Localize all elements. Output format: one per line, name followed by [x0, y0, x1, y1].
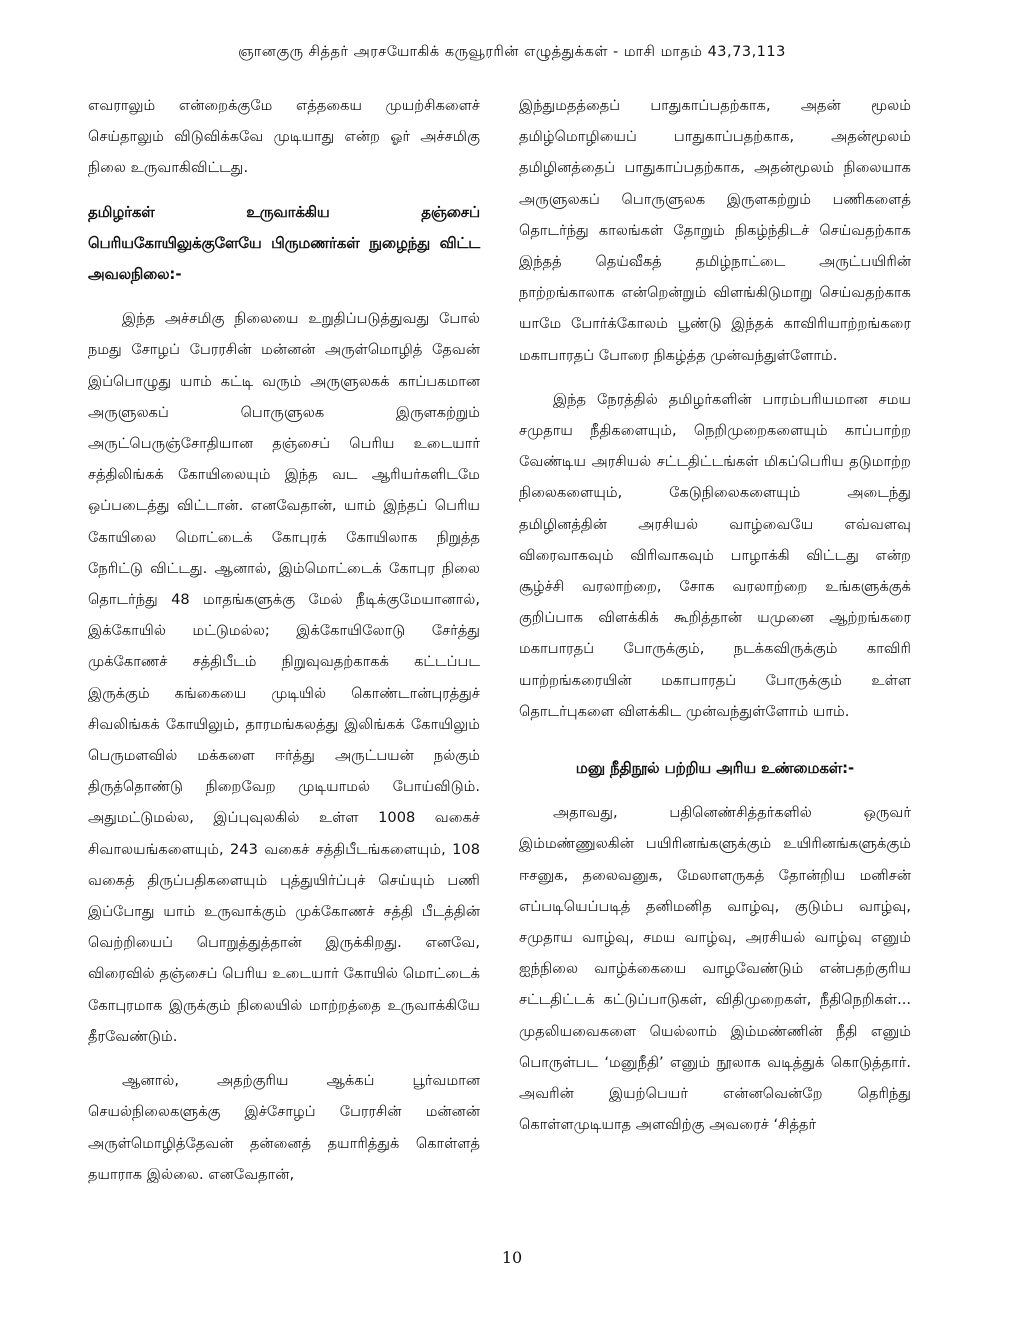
left-paragraph-1: இந்த அச்சமிகு நிலையை உறுதிப்படுத்துவது போல் நமது சோழப் பேரரசின் மன்னன் அருள்மொழித் தேவன் இப்பொழுது யாம் கட்டி வரும் அருளுலகக் காப்பகமான அருளுலகப் பொருளுலக இருளகற்றும் அருட்பெருஞ்சோதியான தஞ்சைப் பெரிய உடையார் சத்திலிங்கக் கோயிலையும் இந்த வட ஆரியர்களிடமே ஒப்படைத்து விட்டான். எனவேதான், யாம் இந்தப் பெரிய கோயிலை மொட்டைக் கோபுரக் கோயிலாக நிறுத்த நேரிட்டு விட்டது. ஆனால், இம்மொட்டைக் கோபுர நிலை தொடர்ந்து 48 மாதங்களுக்கு மேல் நீடிக்குமேயானால், இக்கோயில் மட்டுமல்ல; இக்கோயிலோடு சேர்த்து முக்கோணச் சத்திபீடம் நிறுவுவதற்காகக் கட்டப்பட இருக்கும் கங்கையை முடியில் கொண்டான்புரத்துச் சிவலிங்கக் கோயிலும், தாரமங்கலத்து இலிங்கக் கோயிலும் பெருமளவில் மக்களை ஈர்த்து அருட்பயன் நல்கும் திருத்தொண்டு நிறைவேற முடியாமல் போய்விடும். அதுமட்டுமல்ல, இப்புவுலகில் உள்ள 1008 வகைச் சிவாலயங்களையும், 243 வகைச் சத்திபீடங்களையும், 108 வகைத் திருப்பதிகளையும் புத்துயிர்ப்புச் செய்யும் பணி இப்போது யாம் உருவாக்கும் முக்கோணச் சத்தி பீடத்தின் வெற்றியைப் பொறுத்துத்தான் இருக்கிறது. எனவே, விரைவில் தஞ்சைப் பெரிய உடையார் கோயில் மொட்டைக் கோபுரமாக இருக்கும் நிலையில் மாற்றத்தை உருவாக்கியே தீரவேண்டும். [88, 310, 480, 1045]
running-header [0, 44, 1024, 62]
right-paragraph-2: அதாவது, பதினெண்சித்தர்களில் ஒருவர் இம்மண்ணுலகின் பயிரினங்களுக்கும் உயிரினங்களுக்கும் ஈசனுக, தலைவனுக, மேலாளருகத் தோன்றிய மனிசன் எப்படியெப்படித் தனிமனித வாழ்வு, குடும்ப வாழ்வு, சமுதாய வாழ்வு, சமய வாழ்வு, அரசியல் வாழ்வு எனும் ஐந்நிலை வாழ்க்கையை வாழவேண்டும் என்பதற்குரிய சட்டதிட்டக் கட்டுப்பாடுகள், விதிமுறைகள், நீதிநெறிகள்... முதலியவைகளை யெல்லாம் இம்மண்ணின் நீதி எனும் பொருள்பட ‘மனுநீதி’ எனும் நூலாக வடித்துக் கொடுத்தார். அவரின் இயற்பெயர் என்னவென்றே தெரிந்து கொள்ளமுடியாத அளவிற்கு அவரைச் ‘சித்தர் [519, 804, 911, 1134]
right-column [519, 90, 911, 1154]
left-paragraph-2: ஆனால், அதற்குரிய ஆக்கப் பூர்வமான செயல்நிலைகளுக்கு இச்சோழப் பேரரசின் மன்னன் அருள்மொழித்தேவன் தன்னைத் தயாரித்துக் கொள்ளத் தயாராக இல்லை. எனவேதான், [88, 1072, 480, 1183]
running-title: ஞானகுரு சித்தர் அரசயோகிக் கருவூரரின் எழுத்துக்கள் - மாசி மாதம் 43,73,113 [238, 44, 786, 60]
left-paragraph-0: எவராலும் என்றைக்குமே எத்தகைய முயற்சிகளைச் செய்தாலும் விடுவிக்கவே முடியாது என்ற ஓர் அச்சமிகு நிலை உருவாகிவிட்டது. [88, 97, 480, 177]
left-column [88, 90, 480, 1203]
right-paragraph-1: இந்த நேரத்தில் தமிழர்களின் பாரம்பரியமான சமய சமுதாய நீதிகளையும், நெறிமுறைகளையும் காப்பாற்ற வேண்டிய அரசியல் சட்டதிட்டங்கள் மிகப்பெரிய தடுமாற்ற நிலைகளையும், கேடுநிலைகளையும் அடைந்து தமிழினத்தின் அரசியல் வாழ்வையே எவ்வளவு விரைவாகவும் விரிவாகவும் பாழாக்கி விட்டது என்ற சூழ்ச்சி வரலாற்றை, சோக வரலாற்றை உங்களுக்குக் குறிப்பாக விளக்கிக் கூறித்தான் யமுனை ஆற்றங்கரை மகாபாரதப் போருக்கும், நடக்கவிருக்கும் காவிரி யாற்றங்கரையின் மகாபாரதப் போருக்கும் உள்ள தொடர்புகளை விளக்கிட முன்வந்துள்ளோம் யாம். [519, 390, 911, 720]
right-paragraph-0: இந்துமதத்தைப் பாதுகாப்பதற்காக, அதன் மூலம் தமிழ்மொழியைப் பாதுகாப்பதற்காக, அதன்மூலம் தமிழினத்தைப் பாதுகாப்பதற்காக, அதன்மூலம் நிலையாக அருளுலகப் பொருளுலக இருளகற்றும் பணிகளைத் தொடர்ந்து காலங்கள் தோறும் நிகழ்ந்திடச் செய்வதற்காக இந்தத் தெய்வீகத் தமிழ்நாட்டை அருட்பயிரின் நாற்றங்காலாக என்றென்றும் விளங்கிடுமாறு செய்வதற்காக யாமே போர்க்கோலம் பூண்டு இந்தக் காவிரியாற்றங்கரை மகாபாரதப் போரை நிகழ்த்த முன்வந்துள்ளோம். [519, 97, 911, 364]
left-section-heading: தமிழர்கள் உருவாக்கிய தஞ்சைப் பெரியகோயிலுக்குளேயே பிருமணர்கள் நுழைந்து விட்ட அவலநிலை:- [88, 203, 480, 284]
right-section-heading: மனு நீதிநூல் பற்றிய அரிய உண்மைகள்:- [575, 760, 855, 778]
page-footer [0, 1248, 1024, 1267]
page-number: 10 [501, 1248, 523, 1267]
